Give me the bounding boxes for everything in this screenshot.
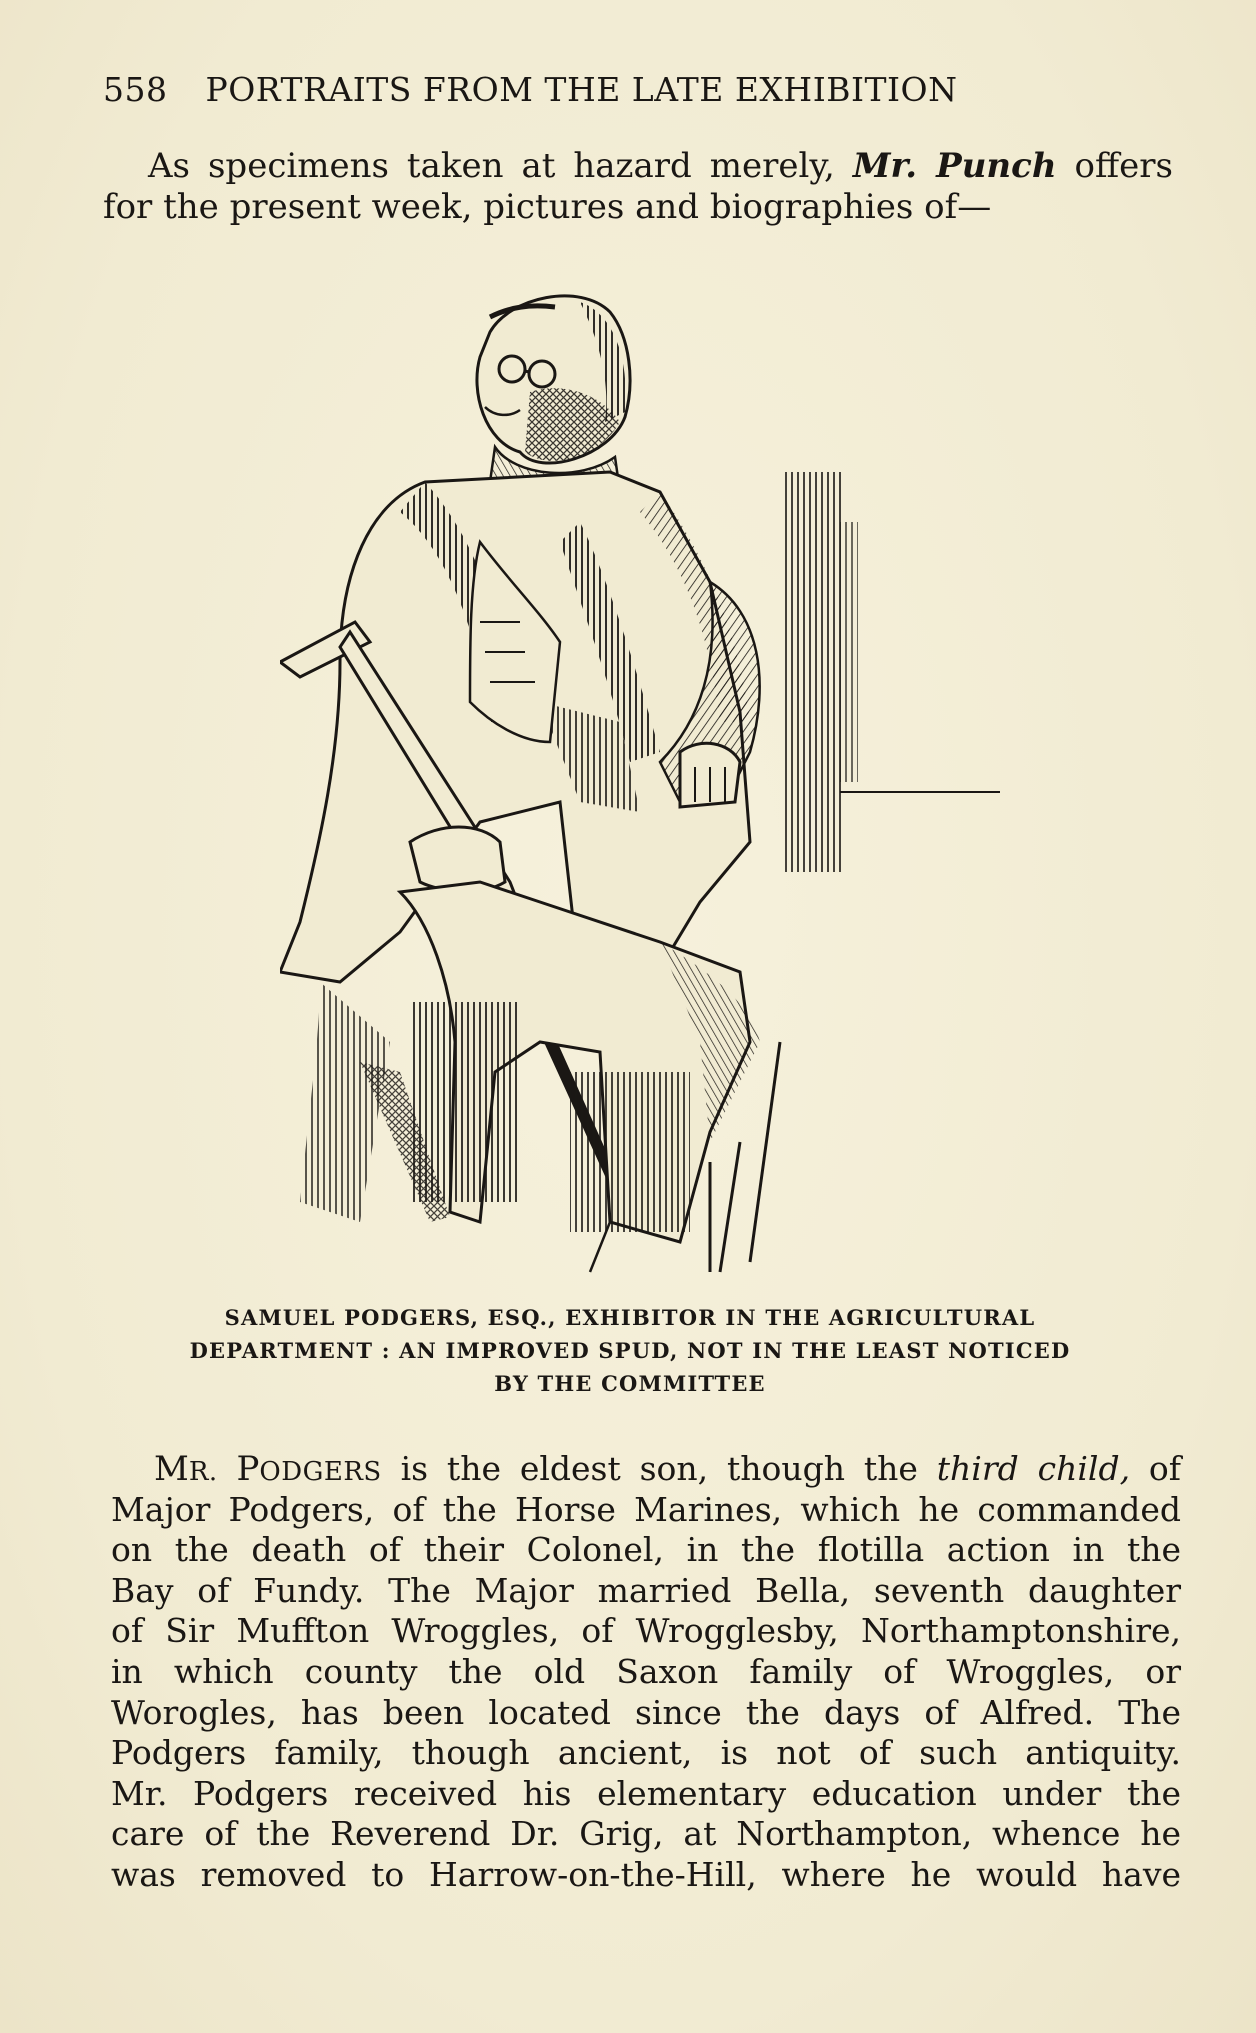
running-header — [103, 70, 1103, 109]
head — [477, 296, 630, 463]
text-line: Mr. Podgers received his elementary education under the — [111, 1773, 1181, 1813]
text-line: Bay of Fundy. The Major married Bella, seventh daughter — [111, 1570, 1181, 1610]
caption-line: BY THE COMMITTEE — [494, 1371, 766, 1396]
caption-line: DEPARTMENT : AN IMPROVED SPUD, NOT IN THE LEAST NOTICED — [189, 1338, 1071, 1363]
intro-text-start: As specimens taken at hazard merely, — [148, 146, 853, 186]
intro-text-end: offers for the present week, pictures and biographies of— — [103, 146, 1173, 227]
text-line: on the death of their Colonel, in the flotilla action in the — [111, 1530, 1181, 1570]
running-title: PORTRAITS FROM THE LATE EXHIBITION — [205, 70, 958, 109]
portrait-illustration — [280, 282, 1000, 1277]
engraving-drawing — [280, 282, 1000, 1277]
text-line: MR. PODGERS is the eldest son, though the third child, of — [154, 1449, 1181, 1489]
page-number: 558 — [103, 70, 168, 109]
text-line: was removed to Harrow-on-the-Hill, where he would have — [111, 1854, 1181, 1894]
text-line: of Sir Muffton Wroggles, of Wrogglesby, Northamptonshire, — [111, 1611, 1181, 1651]
chair-back — [785, 472, 845, 872]
left-hand — [410, 827, 505, 891]
illustration-caption — [130, 1301, 1130, 1400]
text-line: Major Podgers, of the Horse Marines, which he commanded — [111, 1489, 1181, 1529]
intro-paragraph — [103, 146, 1173, 228]
text-line: Worogles, has been located since the days of Alfred. The — [111, 1692, 1181, 1732]
text-line: Podgers family, though ancient, is not of such antiquity. — [111, 1733, 1181, 1773]
caption-line: SAMUEL PODGERS, ESQ., EXHIBITOR IN THE AGRICULTURAL — [224, 1305, 1036, 1330]
body-paragraph — [111, 1449, 1181, 1896]
text-line: in which county the old Saxon family of Wroggles, or — [111, 1651, 1181, 1691]
text-line: care of the Reverend Dr. Grig, at Northampton, whence he — [111, 1814, 1181, 1854]
intro-emphasis: Mr. Punch — [852, 146, 1057, 186]
